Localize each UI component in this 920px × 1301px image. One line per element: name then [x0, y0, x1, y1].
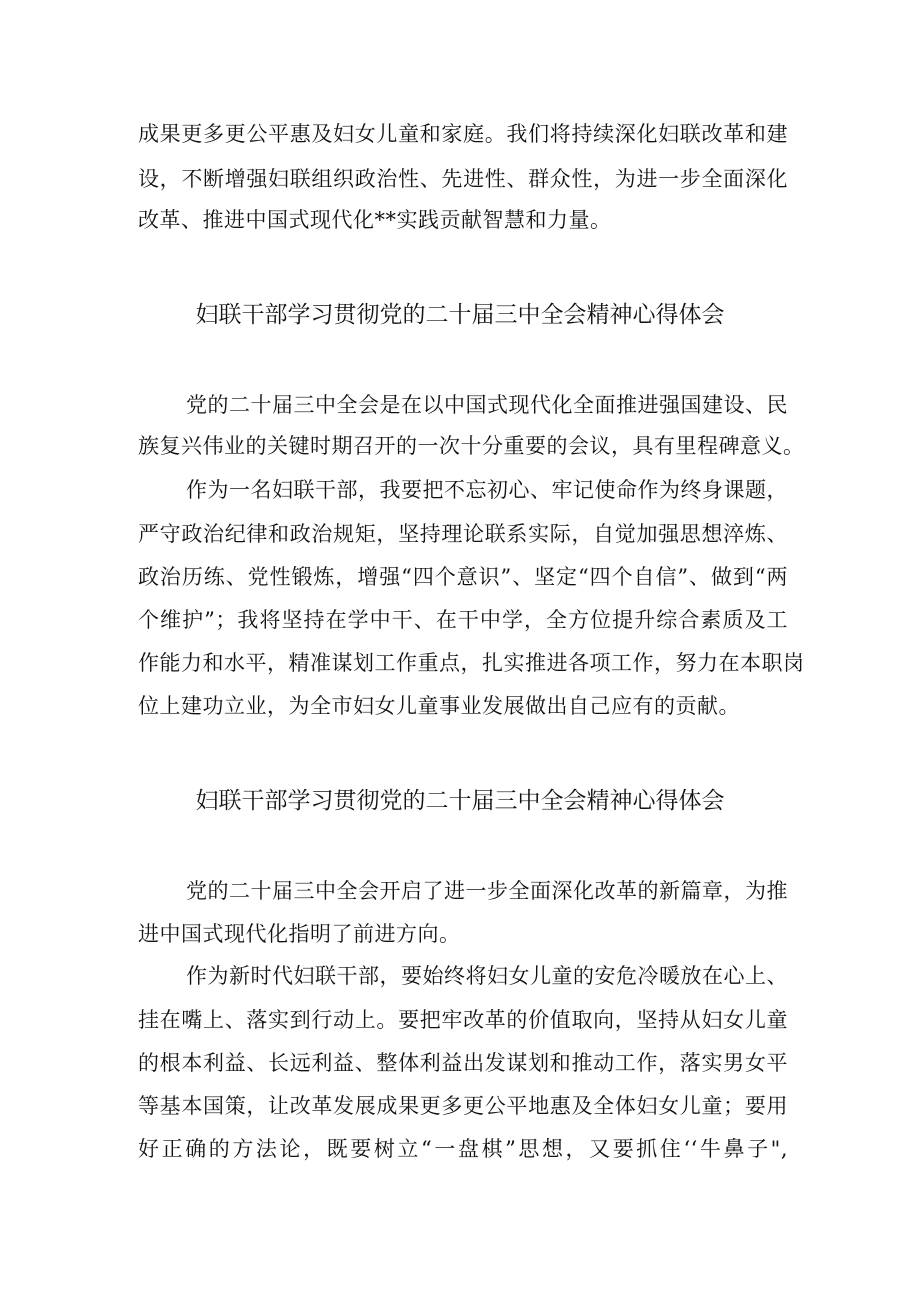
section1-p2-line-3: 政治历练、党性锻炼，增强“四个意识”、坚定“四个自信”、做到“两	[138, 565, 788, 589]
intro-line-1: 成果更多更公平惠及妇女儿童和家庭。我们将持续深化妇联改革和建	[138, 122, 788, 146]
section1-p2-line-6: 位上建功立业，为全市妇女儿童事业发展做出自己应有的贡献。	[138, 694, 740, 718]
section2-p2-line-5: 好正确的方法论，既要树立“一盘棋”思想，又要抓住‘‘牛鼻子",	[138, 1137, 788, 1161]
section1-title: 妇联干部学习贯彻党的二十届三中全会精神心得体会	[195, 302, 725, 328]
section2-title: 妇联干部学习贯彻党的二十届三中全会精神心得体会	[195, 788, 725, 814]
section2-p2-line-1: 作为新时代妇联干部，要始终将妇女儿童的安危冷暖放在心上、	[186, 964, 788, 988]
section1-p2-line-1: 作为一名妇联干部，我要把不忘初心、牢记使命作为终身课题，	[186, 478, 788, 502]
section2-p2-line-3: 的根本利益、长远利益、整体利益出发谋划和推动工作，落实男女平	[138, 1051, 788, 1075]
section2-p2-line-2: 挂在嘴上、落实到行动上。要把牢改革的价值取向，坚持从妇女儿童	[138, 1008, 788, 1032]
intro-line-3: 改革、推进中国式现代化**实践贡献智慧和力量。	[138, 208, 612, 232]
section1-p2-line-5: 作能力和水平，精准谋划工作重点，扎实推进各项工作，努力在本职岗	[138, 651, 805, 675]
section1-p1-line-2: 族复兴伟业的关键时期召开的一次十分重要的会议，具有里程碑意义。	[138, 434, 805, 458]
section2-p2-line-4: 等基本国策，让改革发展成果更多更公平地惠及全体妇女儿童；要用	[138, 1094, 788, 1118]
section1-p2-line-4: 个维护”；我将坚持在学中干、在干中学，全方位提升综合素质及工	[138, 608, 788, 632]
section2-p1-line-2: 进中国式现代化指明了前进方向。	[138, 922, 461, 946]
section1-p2-line-2: 严守政治纪律和政治规矩，坚持理论联系实际，自觉加强思想淬炼、	[138, 522, 788, 546]
intro-line-2: 设，不断增强妇联组织政治性、先进性、群众性，为进一步全面深化	[138, 167, 788, 191]
section2-p1-line-1: 党的二十届三中全会开启了进一步全面深化改革的新篇章，为推	[186, 879, 788, 903]
section1-p1-line-1: 党的二十届三中全会是在以中国式现代化全面推进强国建设、民	[186, 393, 788, 417]
